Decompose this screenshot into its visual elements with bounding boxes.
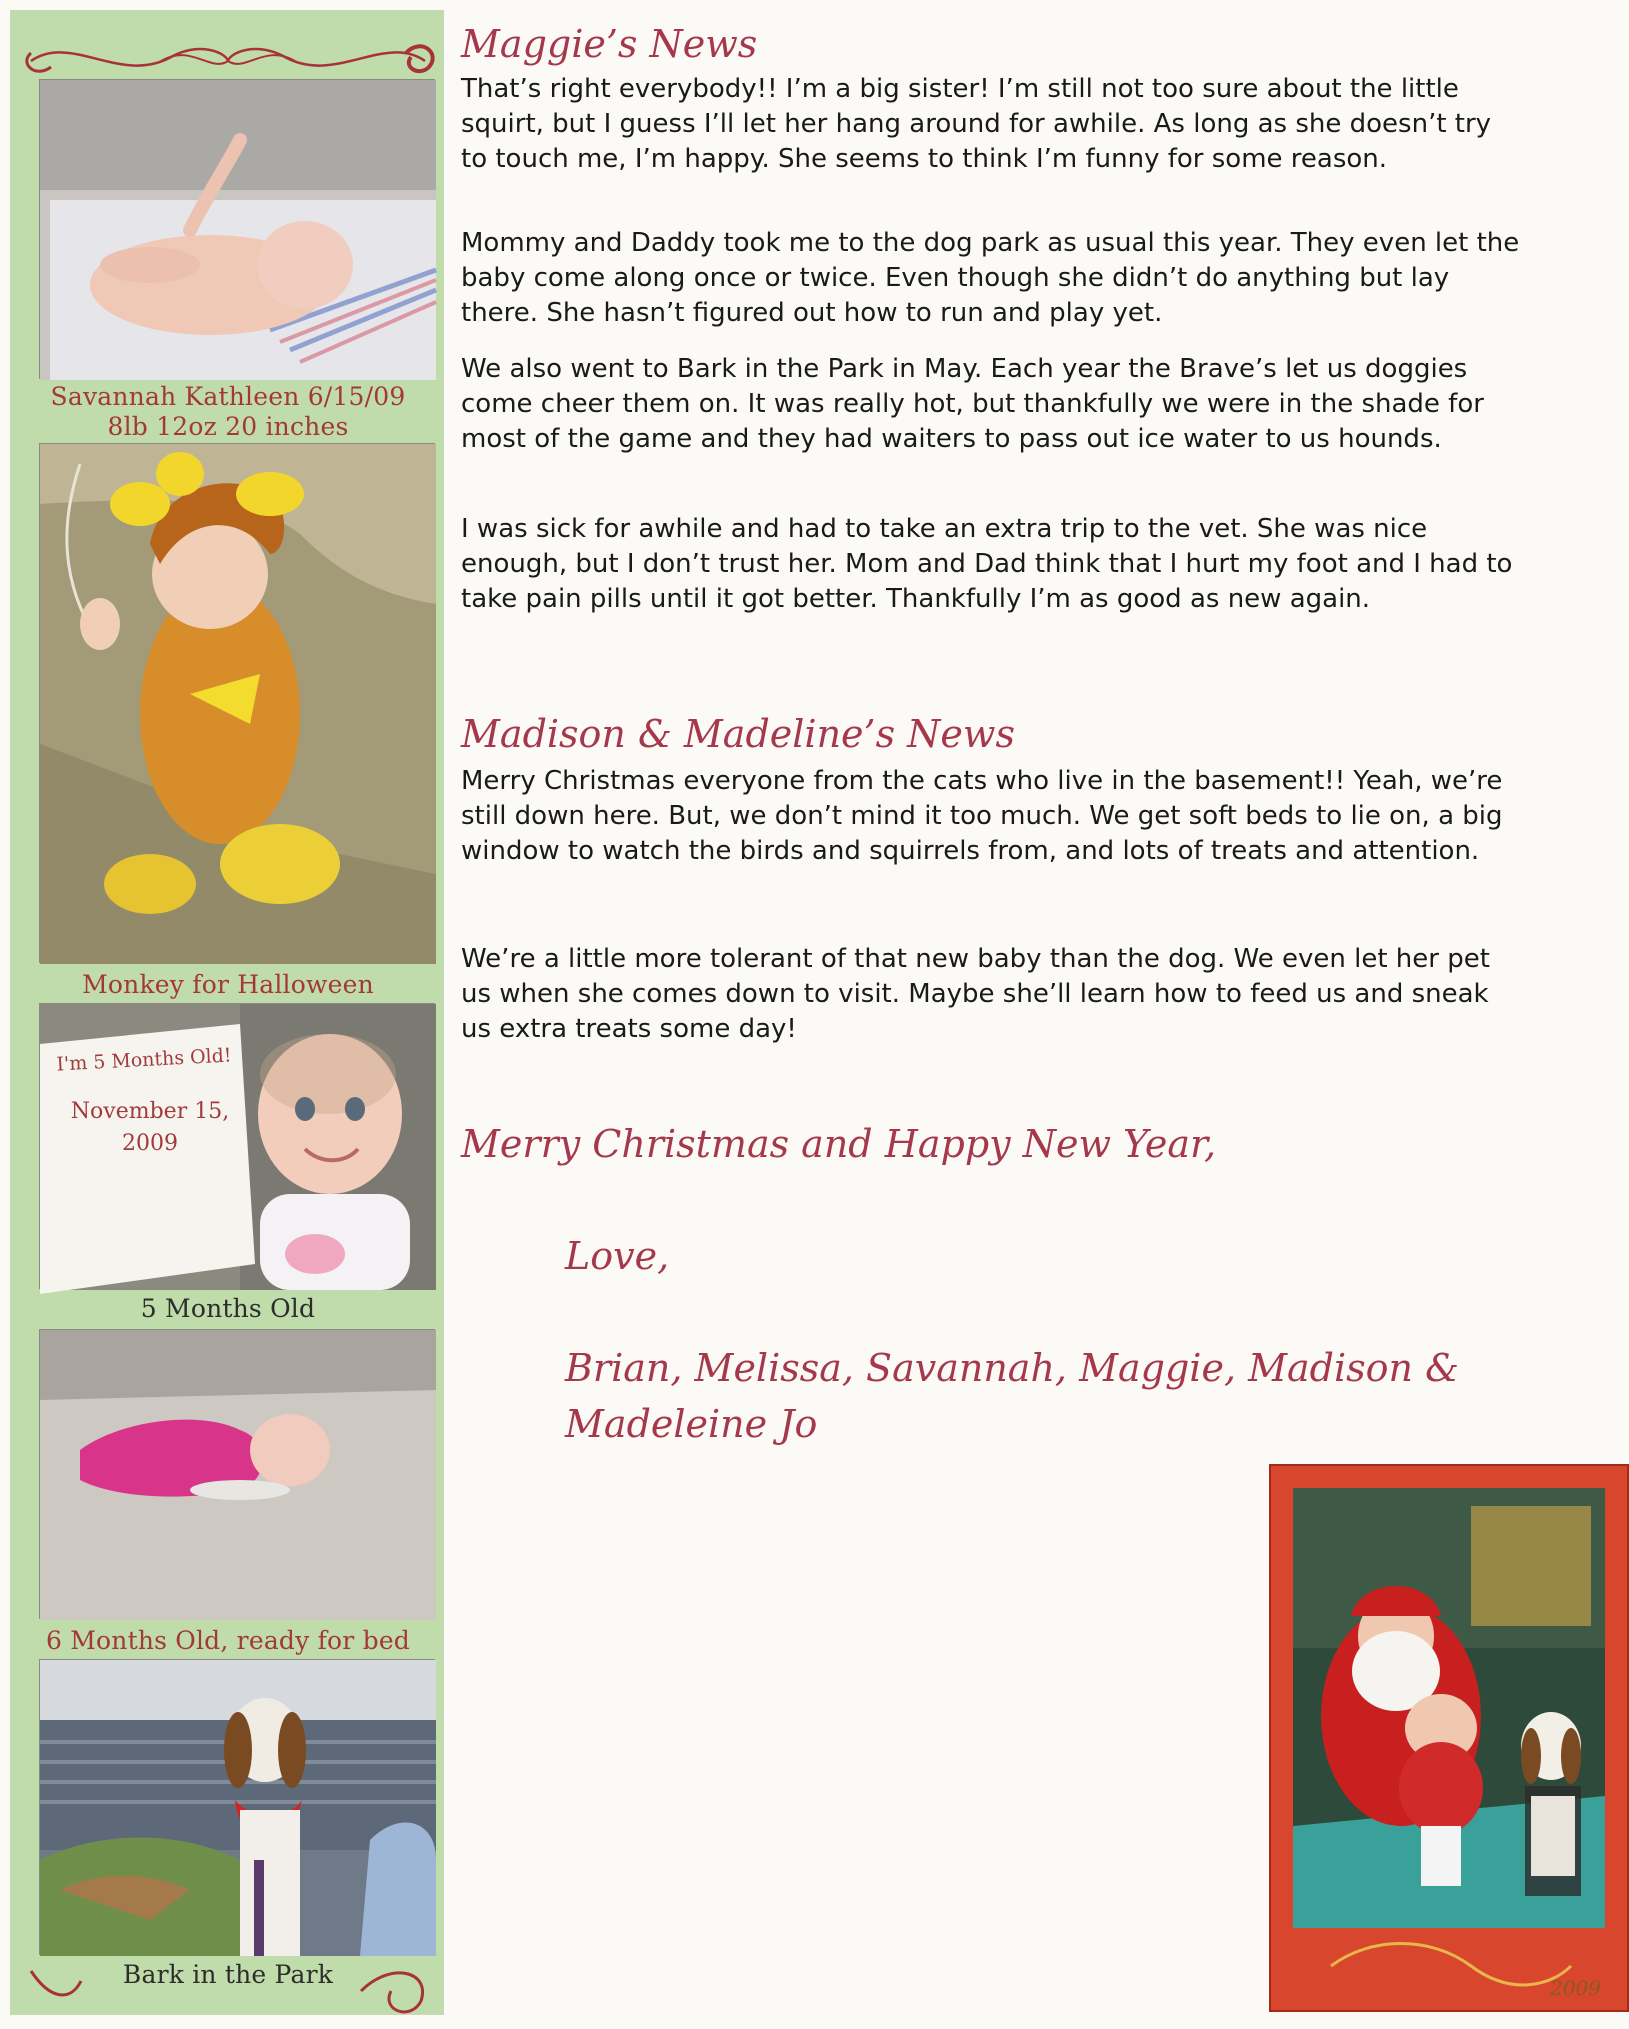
monkey-photo-image [40, 444, 436, 964]
cats-paragraph-2: We’re a little more tolerant of that new baby than the dog. We even let her pet us when she comes down to visit. Maybe she’ll learn how to feed us and sneak us extra treats some day! [461, 944, 1490, 1044]
newborn-photo-image [40, 80, 436, 380]
sign-text-line1: I'm 5 Months Old! [55, 1044, 233, 1076]
photo-caption-six-months: 6 Months Old, ready for bed [45, 1626, 411, 1655]
photo-caption-monkey: Monkey for Halloween [82, 970, 374, 999]
bottom-flourish-ornament [11, 1951, 445, 2021]
santa-photo-image [1271, 1466, 1627, 2010]
closing-love: Love, [565, 1234, 670, 1278]
photo-bark-in-the-park [39, 1659, 435, 1955]
maggie-paragraph-2: Mommy and Daddy took me to the dog park as usual this year. They even let the baby come along once or twice. Even though she didn’t do anything but lay there. She hasn’t figured out how to run and play yet. [461, 228, 1520, 328]
cats-paragraph-1: Merry Christmas everyone from the cats who live in the basement!! Yeah, we’re still down here. But, we don’t mind it too much. We get soft beds to lie on, a big window to watch the birds and squirrels from, and lots of treats and attention. [461, 766, 1503, 866]
closing-names-line1: Brian, Melissa, Savannah, Maggie, Madison & [565, 1346, 1459, 1390]
santa-photo-card [1269, 1464, 1629, 2012]
maggie-paragraph-3: We also went to Bark in the Park in May. Each year the Brave’s let us doggies come cheer them on. It was really hot, but thankfully we were in the shade for most of the game and they had waiters to pass out ice water to us hounds. [461, 354, 1484, 454]
ballpark-photo-image [40, 1660, 436, 1956]
sign-text-line2: November 15, [70, 1099, 230, 1124]
photo-caption-newborn-line1: Savannah Kathleen 6/15/09 [50, 382, 406, 411]
photo-newborn [39, 79, 435, 379]
section-title-maggies-news: Maggie’s News [461, 22, 758, 66]
maggie-paragraph-4: I was sick for awhile and had to take an extra trip to the vet. She was nice enough, but I don’t trust her. Mom and Dad think that I hurt my foot and I had to take pain pills until it got better. Thankfully I’m as good as new again. [461, 514, 1513, 614]
six-months-photo-image [40, 1330, 436, 1620]
maggie-paragraph-1: That’s right everybody!! I’m a big sister! I’m still not too sure about the little squirt, but I guess I’ll let her hang around for awhile. As long as she doesn’t try to touch me, I’m happy. She seems to think I’m funny for some reason. [461, 74, 1492, 174]
photo-five-months [39, 1003, 435, 1289]
santa-card-year: 2009 [1550, 1976, 1601, 2000]
closing-names-line2: Madeleine Jo [565, 1402, 818, 1446]
photo-sidebar [10, 10, 444, 2015]
section-title-cats-news: Madison & Madeline’s News [461, 712, 1015, 756]
closing-greeting: Merry Christmas and Happy New Year, [461, 1122, 1217, 1166]
sign-text-line3: 2009 [122, 1131, 178, 1156]
photo-caption-bark-in-the-park: Bark in the Park [122, 1960, 334, 1989]
photo-caption-five-months: 5 Months Old [140, 1294, 316, 1323]
photo-six-months [39, 1329, 435, 1619]
photo-caption-newborn-line2: 8lb 12oz 20 inches [107, 412, 349, 441]
newsletter-body [461, 0, 1601, 2029]
photo-monkey-costume [39, 443, 435, 963]
